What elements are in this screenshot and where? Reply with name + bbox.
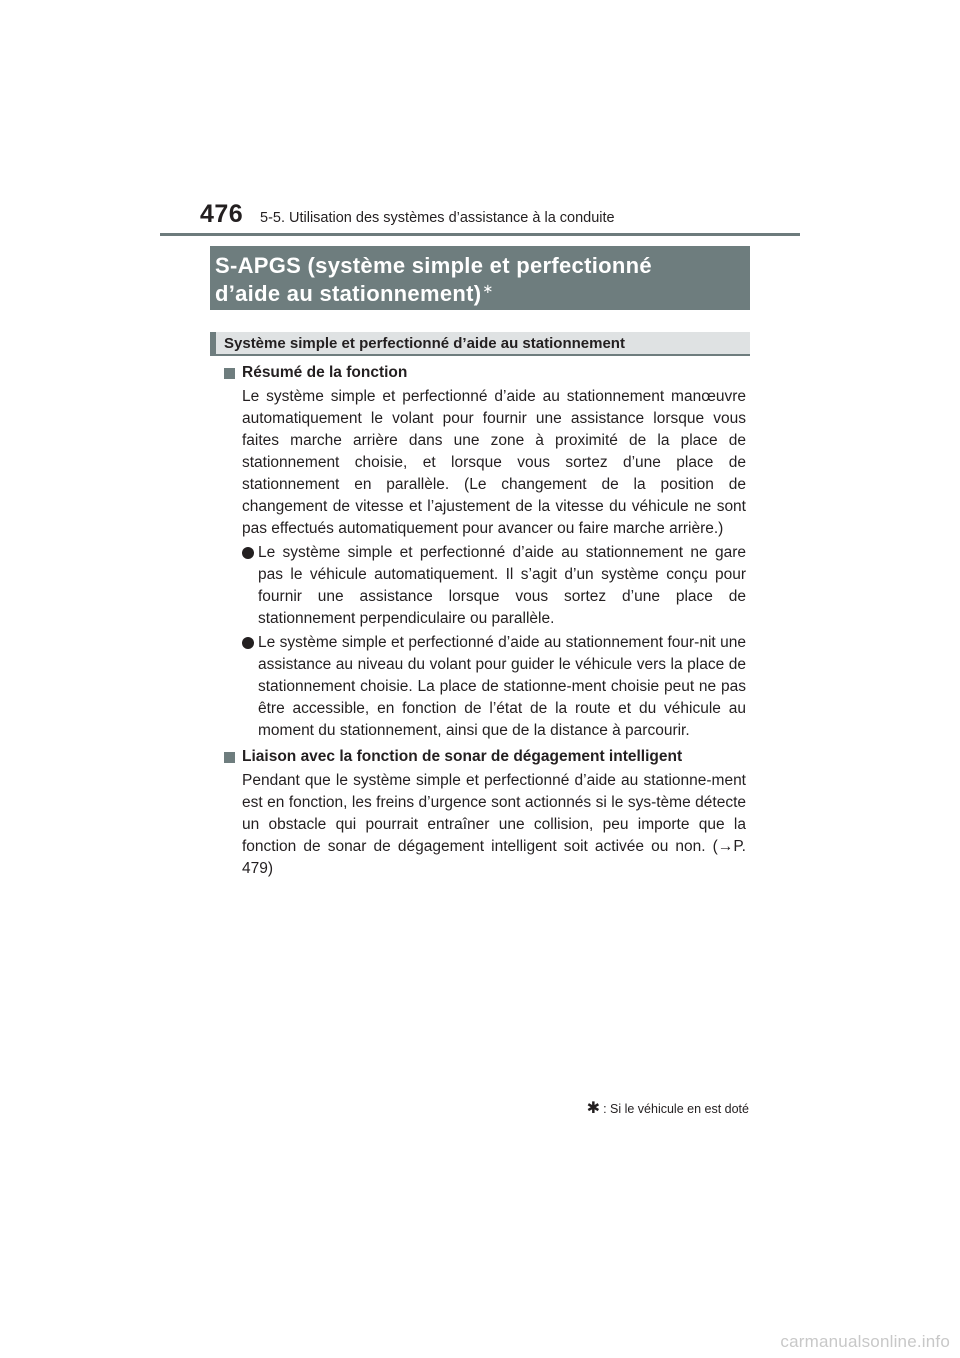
bullet-text: Le système simple et perfectionné d’aide au stationnement four-nit une assistance au niveau du volant pour guider le véhicule vers la place de stationnement choisie. La place de stationne-ment choisie peut ne pas être accessible, en fonction de l’état de la route et du véhicule au moment du stationnement, ainsi que de la distance à parcourir. xyxy=(258,634,746,739)
header-rule xyxy=(160,233,800,236)
section-title-line2-text: d’aide au stationnement) xyxy=(215,281,482,306)
section-heading-summary xyxy=(222,362,746,384)
footnote-text: : Si le véhicule en est doté xyxy=(603,1102,749,1116)
square-bullet-icon xyxy=(224,368,235,379)
running-header: 5-5. Utilisation des systèmes d’assistance à la conduite xyxy=(260,210,615,226)
section-title xyxy=(210,246,750,310)
round-bullet-icon xyxy=(242,637,254,649)
summary-paragraph: Le système simple et perfectionné d’aide au stationnement manœuvre automatiquement le volant pour fournir une assistance lorsque vous faites marche arrière dans une zone à proximité de la place de stationnement choisie, et lorsque vous sortez d’une place de stationnement en parallèle. (Le changement de la position de changement de vitesse et l’ajustement de la vitesse du véhicule ne sont pas effectués automatiquement pour avancer ou faire marche arrière.) xyxy=(242,388,746,537)
sonar-paragraph: Pendant que le système simple et perfectionné d’aide au stationne-ment est en fonction, les freins d’urgence sont actionnés si le sys-tème détecte un obstacle qui pourrait entraîner une collision, peu importe que la fonction de sonar de dégagement intelligent soit activée ou non. (→P. 479) xyxy=(242,772,746,877)
bullet-item xyxy=(242,632,746,742)
footnote xyxy=(587,1098,749,1118)
round-bullet-icon xyxy=(242,547,254,559)
section-title-line2 xyxy=(215,280,746,308)
watermark: carmanualsonline.info xyxy=(780,1332,950,1351)
subheading: Système simple et perfectionné d’aide au stationnement xyxy=(210,332,750,356)
bullet-text: Le système simple et perfectionné d’aide au stationnement ne gare pas le véhicule automatiquement. Il s’agit d’un système conçu pour fournir une assistance lorsque vous sortez d’une place de stationnement perpendiculaire ou parallèle. xyxy=(258,544,746,627)
page-number: 476 xyxy=(200,200,244,228)
asterisk-icon: ✱ xyxy=(586,1100,601,1117)
section-heading-text: Résumé de la fonction xyxy=(242,364,408,381)
square-bullet-icon xyxy=(224,752,235,763)
body-content xyxy=(222,362,746,880)
asterisk-marker: ∗ xyxy=(482,280,494,296)
section-title-line1: S-APGS (système simple et perfectionné xyxy=(215,253,652,278)
section-heading-sonar xyxy=(222,746,746,768)
section-heading-text: Liaison avec la fonction de sonar de dégagement intelligent xyxy=(242,748,683,765)
bullet-item xyxy=(242,542,746,630)
